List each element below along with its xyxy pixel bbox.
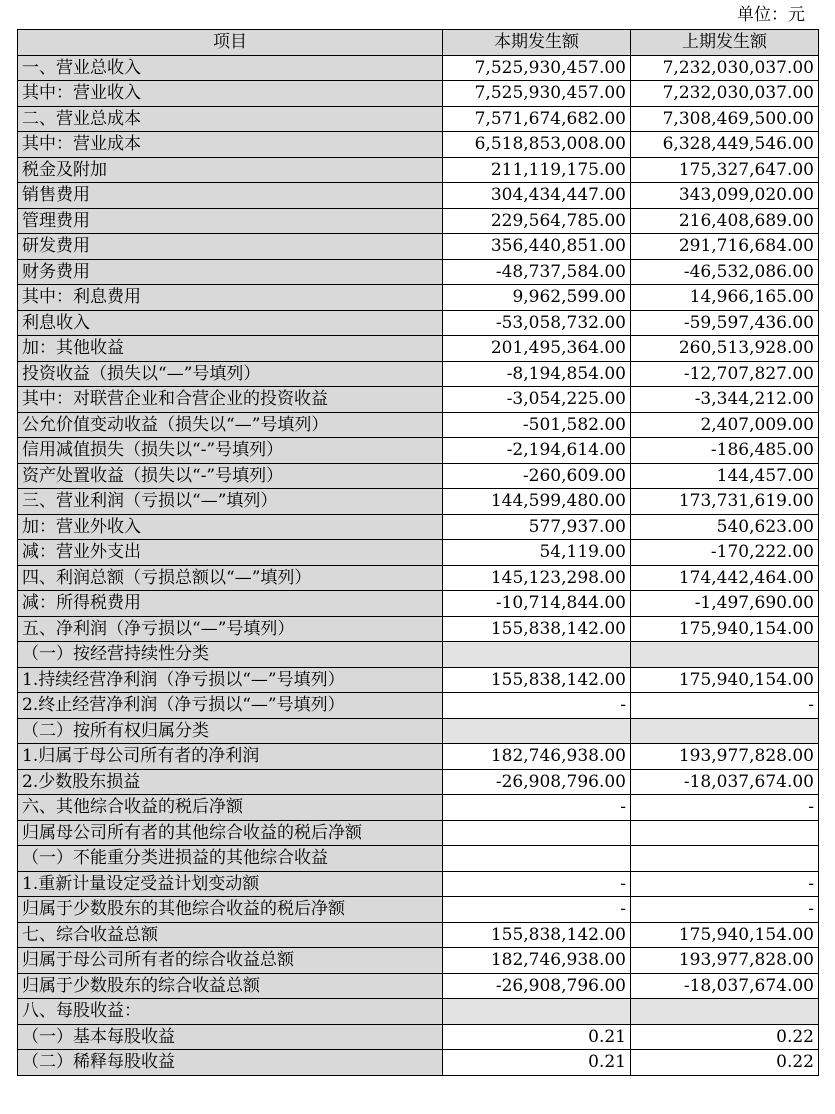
row-previous-value: 175,940,154.00 <box>631 667 819 693</box>
table-row <box>18 463 819 489</box>
row-previous-value: -12,707,827.00 <box>631 361 819 387</box>
table-row <box>18 514 819 540</box>
row-current-value: 0.21 <box>443 1024 631 1050</box>
row-item-label: 1.重新计量设定受益计划变动额 <box>18 871 443 897</box>
row-previous-value: 193,977,828.00 <box>631 744 819 770</box>
table-row <box>18 769 819 795</box>
table-row <box>18 718 819 744</box>
row-item-label: 管理费用 <box>18 208 443 234</box>
row-current-value: -48,737,584.00 <box>443 259 631 285</box>
row-item-label: 资产处置收益（损失以“-”号填列） <box>18 463 443 489</box>
table-row <box>18 132 819 158</box>
row-previous-value: -59,597,436.00 <box>631 310 819 336</box>
row-previous-value: 343,099,020.00 <box>631 183 819 209</box>
row-item-label: 归属于少数股东的综合收益总额 <box>18 973 443 999</box>
row-item-label: 归属于少数股东的其他综合收益的税后净额 <box>18 897 443 923</box>
table-row <box>18 693 819 719</box>
row-current-value: -501,582.00 <box>443 412 631 438</box>
row-previous-value: 0.22 <box>631 1050 819 1076</box>
row-current-value <box>443 718 631 744</box>
table-row <box>18 412 819 438</box>
row-previous-value: 175,327,647.00 <box>631 157 819 183</box>
table-header-row <box>18 30 819 56</box>
table-row <box>18 897 819 923</box>
row-current-value <box>443 846 631 872</box>
row-item-label: （二）稀释每股收益 <box>18 1050 443 1076</box>
row-previous-value: -1,497,690.00 <box>631 591 819 617</box>
row-previous-value: 216,408,689.00 <box>631 208 819 234</box>
row-item-label: 公允价值变动收益（损失以“—”号填列） <box>18 412 443 438</box>
row-current-value: -2,194,614.00 <box>443 438 631 464</box>
table-row <box>18 387 819 413</box>
table-row <box>18 948 819 974</box>
row-previous-value: - <box>631 871 819 897</box>
row-previous-value: 174,442,464.00 <box>631 565 819 591</box>
row-previous-value: -46,532,086.00 <box>631 259 819 285</box>
row-current-value: - <box>443 693 631 719</box>
row-current-value: - <box>443 795 631 821</box>
row-item-label: （一）按经营持续性分类 <box>18 642 443 668</box>
row-current-value: 7,525,930,457.00 <box>443 81 631 107</box>
row-current-value: -8,194,854.00 <box>443 361 631 387</box>
row-previous-value: -18,037,674.00 <box>631 973 819 999</box>
header-previous-period: 上期发生额 <box>631 30 819 56</box>
row-previous-value: 7,232,030,037.00 <box>631 55 819 81</box>
table-row <box>18 922 819 948</box>
row-previous-value: 7,308,469,500.00 <box>631 106 819 132</box>
table-row <box>18 616 819 642</box>
row-item-label: 八、每股收益： <box>18 999 443 1025</box>
row-current-value <box>443 642 631 668</box>
table-row <box>18 183 819 209</box>
table-row <box>18 820 819 846</box>
row-item-label: （一）不能重分类进损益的其他综合收益 <box>18 846 443 872</box>
row-item-label: 加：营业外收入 <box>18 514 443 540</box>
row-current-value: 155,838,142.00 <box>443 667 631 693</box>
row-current-value <box>443 820 631 846</box>
row-item-label: 减：所得税费用 <box>18 591 443 617</box>
row-previous-value <box>631 718 819 744</box>
row-current-value: - <box>443 871 631 897</box>
row-current-value: - <box>443 897 631 923</box>
row-item-label: 2.少数股东损益 <box>18 769 443 795</box>
row-item-label: 信用减值损失（损失以“-”号填列） <box>18 438 443 464</box>
row-previous-value: 7,232,030,037.00 <box>631 81 819 107</box>
table-row <box>18 591 819 617</box>
header-item: 项目 <box>18 30 443 56</box>
row-previous-value: 14,966,165.00 <box>631 285 819 311</box>
row-item-label: 其中：对联营企业和合营企业的投资收益 <box>18 387 443 413</box>
table-row <box>18 871 819 897</box>
row-item-label: 其中：营业成本 <box>18 132 443 158</box>
row-current-value: 6,518,853,008.00 <box>443 132 631 158</box>
table-row <box>18 310 819 336</box>
row-item-label: 归属于母公司所有者的综合收益总额 <box>18 948 443 974</box>
table-row <box>18 667 819 693</box>
row-item-label: 五、净利润（净亏损以“—”号填列） <box>18 616 443 642</box>
row-previous-value <box>631 846 819 872</box>
row-current-value: 0.21 <box>443 1050 631 1076</box>
row-current-value: -26,908,796.00 <box>443 973 631 999</box>
table-row <box>18 336 819 362</box>
row-item-label: 2.终止经营净利润（净亏损以“—”号填列） <box>18 693 443 719</box>
row-current-value: 229,564,785.00 <box>443 208 631 234</box>
row-item-label: 一、营业总收入 <box>18 55 443 81</box>
table-row <box>18 846 819 872</box>
table-row <box>18 234 819 260</box>
row-current-value: 356,440,851.00 <box>443 234 631 260</box>
row-current-value: -53,058,732.00 <box>443 310 631 336</box>
table-row <box>18 1050 819 1076</box>
row-previous-value: 291,716,684.00 <box>631 234 819 260</box>
row-previous-value: - <box>631 795 819 821</box>
row-current-value: 182,746,938.00 <box>443 744 631 770</box>
table-row <box>18 208 819 234</box>
row-item-label: 四、利润总额（亏损总额以“—”填列） <box>18 565 443 591</box>
row-item-label: 六、其他综合收益的税后净额 <box>18 795 443 821</box>
row-item-label: 投资收益（损失以“—”号填列） <box>18 361 443 387</box>
row-current-value: -26,908,796.00 <box>443 769 631 795</box>
row-item-label: 税金及附加 <box>18 157 443 183</box>
row-previous-value: 540,623.00 <box>631 514 819 540</box>
row-item-label: 归属母公司所有者的其他综合收益的税后净额 <box>18 820 443 846</box>
table-row <box>18 285 819 311</box>
row-current-value: -3,054,225.00 <box>443 387 631 413</box>
row-current-value: 304,434,447.00 <box>443 183 631 209</box>
row-previous-value: -3,344,212.00 <box>631 387 819 413</box>
row-previous-value: 193,977,828.00 <box>631 948 819 974</box>
row-current-value: 201,495,364.00 <box>443 336 631 362</box>
row-item-label: 二、营业总成本 <box>18 106 443 132</box>
row-previous-value: -186,485.00 <box>631 438 819 464</box>
row-item-label: （二）按所有权归属分类 <box>18 718 443 744</box>
row-item-label: 减：营业外支出 <box>18 540 443 566</box>
row-current-value: 54,119.00 <box>443 540 631 566</box>
row-previous-value: - <box>631 897 819 923</box>
table-row <box>18 106 819 132</box>
row-current-value: 7,525,930,457.00 <box>443 55 631 81</box>
row-item-label: 三、营业利润（亏损以“—”填列） <box>18 489 443 515</box>
table-row <box>18 489 819 515</box>
table-row <box>18 642 819 668</box>
row-current-value: 145,123,298.00 <box>443 565 631 591</box>
row-item-label: 利息收入 <box>18 310 443 336</box>
table-body <box>18 55 819 1075</box>
row-item-label: 财务费用 <box>18 259 443 285</box>
table-row <box>18 81 819 107</box>
row-current-value: -10,714,844.00 <box>443 591 631 617</box>
row-item-label: 1.归属于母公司所有者的净利润 <box>18 744 443 770</box>
row-previous-value: -170,222.00 <box>631 540 819 566</box>
row-item-label: （一）基本每股收益 <box>18 1024 443 1050</box>
row-item-label: 七、综合收益总额 <box>18 922 443 948</box>
row-previous-value: 144,457.00 <box>631 463 819 489</box>
row-current-value: 155,838,142.00 <box>443 616 631 642</box>
row-current-value: -260,609.00 <box>443 463 631 489</box>
row-item-label: 研发费用 <box>18 234 443 260</box>
table-row <box>18 999 819 1025</box>
row-previous-value: -18,037,674.00 <box>631 769 819 795</box>
row-current-value: 182,746,938.00 <box>443 948 631 974</box>
row-previous-value: 260,513,928.00 <box>631 336 819 362</box>
row-previous-value: 175,940,154.00 <box>631 616 819 642</box>
row-item-label: 加：其他收益 <box>18 336 443 362</box>
row-current-value: 7,571,674,682.00 <box>443 106 631 132</box>
row-item-label: 1.持续经营净利润（净亏损以“—”号填列） <box>18 667 443 693</box>
row-current-value: 155,838,142.00 <box>443 922 631 948</box>
row-current-value: 9,962,599.00 <box>443 285 631 311</box>
row-current-value: 577,937.00 <box>443 514 631 540</box>
table-row <box>18 744 819 770</box>
table-row <box>18 540 819 566</box>
income-statement-table <box>17 29 819 1076</box>
row-previous-value: 6,328,449,546.00 <box>631 132 819 158</box>
row-item-label: 其中：利息费用 <box>18 285 443 311</box>
table-row <box>18 259 819 285</box>
row-previous-value: 175,940,154.00 <box>631 922 819 948</box>
row-current-value <box>443 999 631 1025</box>
row-previous-value: - <box>631 693 819 719</box>
table-row <box>18 973 819 999</box>
row-previous-value: 0.22 <box>631 1024 819 1050</box>
row-item-label: 其中：营业收入 <box>18 81 443 107</box>
table-row <box>18 361 819 387</box>
table-row <box>18 565 819 591</box>
row-item-label: 销售费用 <box>18 183 443 209</box>
table-row <box>18 1024 819 1050</box>
row-previous-value: 173,731,619.00 <box>631 489 819 515</box>
table-row <box>18 157 819 183</box>
row-previous-value <box>631 820 819 846</box>
table-row <box>18 795 819 821</box>
row-current-value: 211,119,175.00 <box>443 157 631 183</box>
row-current-value: 144,599,480.00 <box>443 489 631 515</box>
unit-label: 单位：元 <box>737 5 805 25</box>
row-previous-value: 2,407,009.00 <box>631 412 819 438</box>
header-current-period: 本期发生额 <box>443 30 631 56</box>
table-row <box>18 55 819 81</box>
table-row <box>18 438 819 464</box>
row-previous-value <box>631 999 819 1025</box>
row-previous-value <box>631 642 819 668</box>
